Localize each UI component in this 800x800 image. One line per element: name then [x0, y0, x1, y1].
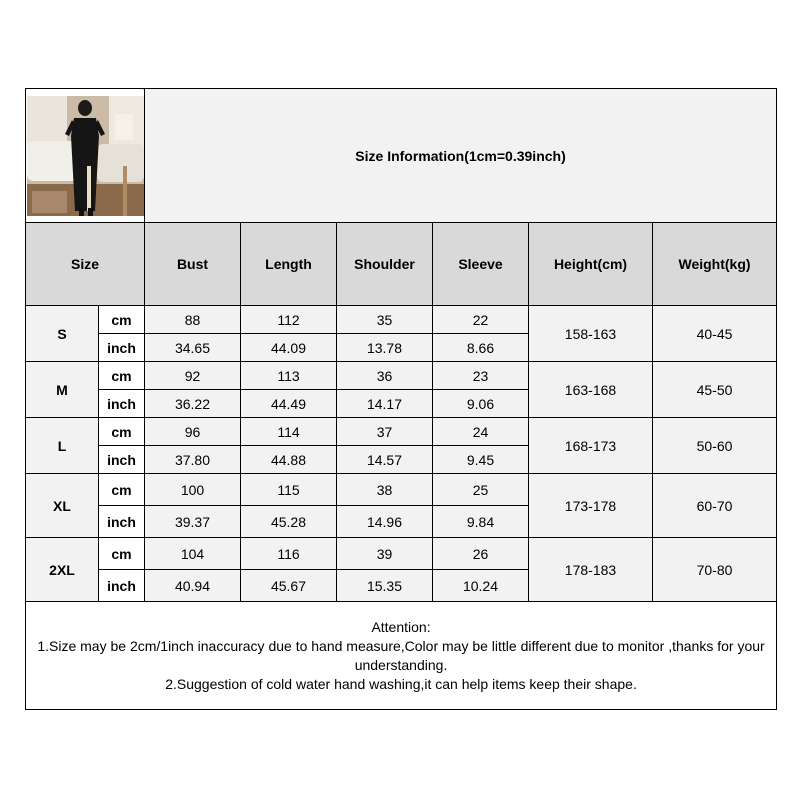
- unit-label: inch: [99, 570, 145, 602]
- product-photo: [27, 96, 144, 216]
- shoulder-value: 39: [337, 538, 433, 570]
- shoulder-value: 36: [337, 362, 433, 390]
- size-label: S: [26, 306, 99, 362]
- size-chart: [25, 88, 776, 712]
- size-table: [25, 88, 777, 710]
- bust-value: 40.94: [145, 570, 241, 602]
- weight-value: 70-80: [653, 538, 777, 602]
- header-weight: Weight(kg): [653, 223, 777, 306]
- shoulder-value: 37: [337, 418, 433, 446]
- sleeve-value: 26: [433, 538, 529, 570]
- shoulder-value: 14.57: [337, 446, 433, 474]
- length-value: 112: [241, 306, 337, 334]
- chart-title: Size Information(1cm=0.39inch): [145, 89, 777, 223]
- attention-notes: [26, 602, 777, 710]
- unit-label: inch: [99, 506, 145, 538]
- length-value: 115: [241, 474, 337, 506]
- unit-label: inch: [99, 334, 145, 362]
- height-value: 178-183: [529, 538, 653, 602]
- table-row: [26, 306, 777, 334]
- unit-label: inch: [99, 390, 145, 418]
- height-value: 168-173: [529, 418, 653, 474]
- unit-label: cm: [99, 418, 145, 446]
- size-label: L: [26, 418, 99, 474]
- length-value: 45.28: [241, 506, 337, 538]
- height-value: 163-168: [529, 362, 653, 418]
- note-accuracy: 1.Size may be 2cm/1inch inaccuracy due to hand measure,Color may be little different due to monitor ,thanks for your understanding.: [37, 637, 765, 673]
- bust-value: 100: [145, 474, 241, 506]
- sleeve-value: 25: [433, 474, 529, 506]
- length-value: 45.67: [241, 570, 337, 602]
- unit-label: inch: [99, 446, 145, 474]
- unit-label: cm: [99, 306, 145, 334]
- header-shoulder: Shoulder: [337, 223, 433, 306]
- weight-value: 50-60: [653, 418, 777, 474]
- bust-value: 92: [145, 362, 241, 390]
- bust-value: 39.37: [145, 506, 241, 538]
- weight-value: 45-50: [653, 362, 777, 418]
- length-value: 116: [241, 538, 337, 570]
- size-label: XL: [26, 474, 99, 538]
- notes-heading: Attention:: [371, 618, 431, 635]
- table-row: [26, 418, 777, 446]
- bust-value: 36.22: [145, 390, 241, 418]
- height-value: 173-178: [529, 474, 653, 538]
- shoulder-value: 14.96: [337, 506, 433, 538]
- size-column-header: Size: [26, 223, 145, 306]
- size-label: 2XL: [26, 538, 99, 602]
- size-label: M: [26, 362, 99, 418]
- length-value: 113: [241, 362, 337, 390]
- note-washing: 2.Suggestion of cold water hand washing,it can help items keep their shape.: [165, 675, 637, 692]
- sleeve-value: 9.45: [433, 446, 529, 474]
- sleeve-value: 24: [433, 418, 529, 446]
- length-value: 44.09: [241, 334, 337, 362]
- table-row: [26, 362, 777, 390]
- weight-value: 40-45: [653, 306, 777, 362]
- bust-value: 37.80: [145, 446, 241, 474]
- unit-label: cm: [99, 474, 145, 506]
- length-value: 44.49: [241, 390, 337, 418]
- length-value: 114: [241, 418, 337, 446]
- sleeve-value: 8.66: [433, 334, 529, 362]
- weight-value: 60-70: [653, 474, 777, 538]
- header-height: Height(cm): [529, 223, 653, 306]
- length-value: 44.88: [241, 446, 337, 474]
- bust-value: 88: [145, 306, 241, 334]
- sleeve-value: 22: [433, 306, 529, 334]
- bust-value: 96: [145, 418, 241, 446]
- shoulder-value: 35: [337, 306, 433, 334]
- shoulder-value: 15.35: [337, 570, 433, 602]
- height-value: 158-163: [529, 306, 653, 362]
- bust-value: 34.65: [145, 334, 241, 362]
- bust-value: 104: [145, 538, 241, 570]
- unit-label: cm: [99, 538, 145, 570]
- shoulder-value: 38: [337, 474, 433, 506]
- unit-label: cm: [99, 362, 145, 390]
- product-photo-cell: [26, 89, 145, 223]
- shoulder-value: 14.17: [337, 390, 433, 418]
- header-bust: Bust: [145, 223, 241, 306]
- sleeve-value: 9.84: [433, 506, 529, 538]
- shoulder-value: 13.78: [337, 334, 433, 362]
- sleeve-value: 9.06: [433, 390, 529, 418]
- table-row: [26, 538, 777, 570]
- header-length: Length: [241, 223, 337, 306]
- table-row: [26, 474, 777, 506]
- cell-corner-marker: [142, 89, 145, 95]
- header-sleeve: Sleeve: [433, 223, 529, 306]
- sleeve-value: 10.24: [433, 570, 529, 602]
- sleeve-value: 23: [433, 362, 529, 390]
